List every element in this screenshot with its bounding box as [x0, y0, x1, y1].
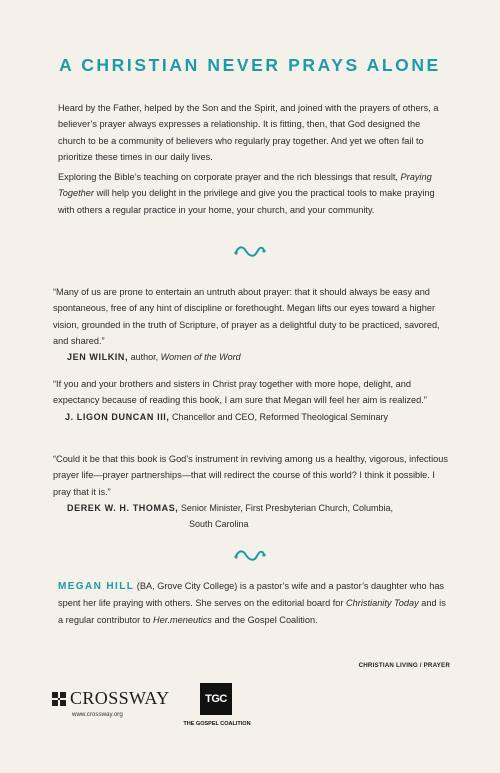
publisher-url: www.crossway.org: [72, 711, 123, 718]
endorsement-attribution: [53, 409, 453, 425]
endorser-role: Senior Minister, First Presbyterian Church, Columbia,: [178, 502, 393, 513]
intro-p2-start: Exploring the Bible’s teaching on corporate prayer and the rich blessings that result,: [58, 172, 401, 182]
endorser-role: Chancellor and CEO, Reformed Theological Seminary: [169, 411, 388, 422]
endorsement-attribution: [53, 500, 453, 516]
swirl-ornament-icon: [233, 549, 267, 563]
endorsement-quote: “If you and your brothers and sisters in Christ pray together with more hope, delight, and expectancy because of reading this book, I am sure that Megan will feel her aim is realized.”: [53, 379, 427, 406]
endorsement-3: [53, 451, 453, 532]
bio-text: and is a regular contributor to: [58, 598, 446, 625]
intro-paragraph-2: [58, 169, 450, 218]
endorser-name: J. LIGON DUNCAN III,: [65, 411, 170, 422]
crossway-mark-icon: [52, 692, 66, 706]
endorsement-quote: “Many of us are prone to entertain an untruth about prayer: that it should always be easy and spontaneous, free of any hint of discipline or forethought. Megan lifts our eyes toward a higher vision, grounded in the truth of Scripture, of prayer as a delightful duty to be practiced, savored, and shared.”: [53, 287, 440, 346]
partner-name: THE GOSPEL COALITION: [183, 721, 251, 727]
bio-text: (BA, Grove City College) is a pastor’s wife and a pastor’s daughter who has spent her life praying with others. She serves on the editorial board for: [58, 581, 445, 609]
crossway-logo: [52, 688, 182, 724]
endorsement-2: [53, 376, 453, 425]
book-title: Praying Together: [58, 172, 432, 199]
swirl-ornament-icon: [233, 245, 267, 259]
author-name: MEGAN HILL: [58, 581, 135, 592]
intro-paragraph-1: Heard by the Father, helped by the Son and the Spirit, and joined with the prayers of others, a believer’s prayer always expresses a relationship. It is fitting, then, that God designed the church to be a community of believers who regularly pray together. And yet we often fail to prioritize these times in our daily lives.: [58, 103, 439, 162]
author-bio: [58, 578, 450, 628]
publication-name: Christianity Today: [346, 598, 419, 609]
headline: A CHRISTIAN NEVER PRAYS ALONE: [59, 55, 441, 75]
endorser-name: DEREK W. H. THOMAS,: [67, 502, 179, 513]
endorsement-quote: “Could it be that this book is God’s instrument in reviving among us a healthy, vigorous, infectious prayer life—prayer partnerships—that will redirect the course of this world? I think it possible. I pray that it is.”: [53, 454, 448, 497]
endorser-role: author,: [128, 352, 161, 363]
bio-text: and the Gospel Coalition.: [211, 614, 318, 625]
category-label: CHRISTIAN LIVING / PRAYER: [358, 662, 450, 669]
endorser-name: JEN WILKIN,: [67, 352, 129, 363]
publisher-name: CROSSWAY: [70, 688, 170, 708]
tgc-logo: [176, 683, 276, 733]
endorsement-attribution: [53, 349, 453, 365]
endorser-role-continued: South Carolina: [189, 518, 249, 529]
endorser-work: Women of the Word: [160, 352, 241, 363]
tgc-mark: TGC: [200, 683, 232, 715]
endorsement-1: [53, 284, 453, 365]
publication-name: Her.meneutics: [153, 614, 212, 625]
intro-p2-end: will help you delight in the privilege and give you the practical tools to make praying with others a regular practice in your home, your church, and your community.: [58, 188, 435, 215]
